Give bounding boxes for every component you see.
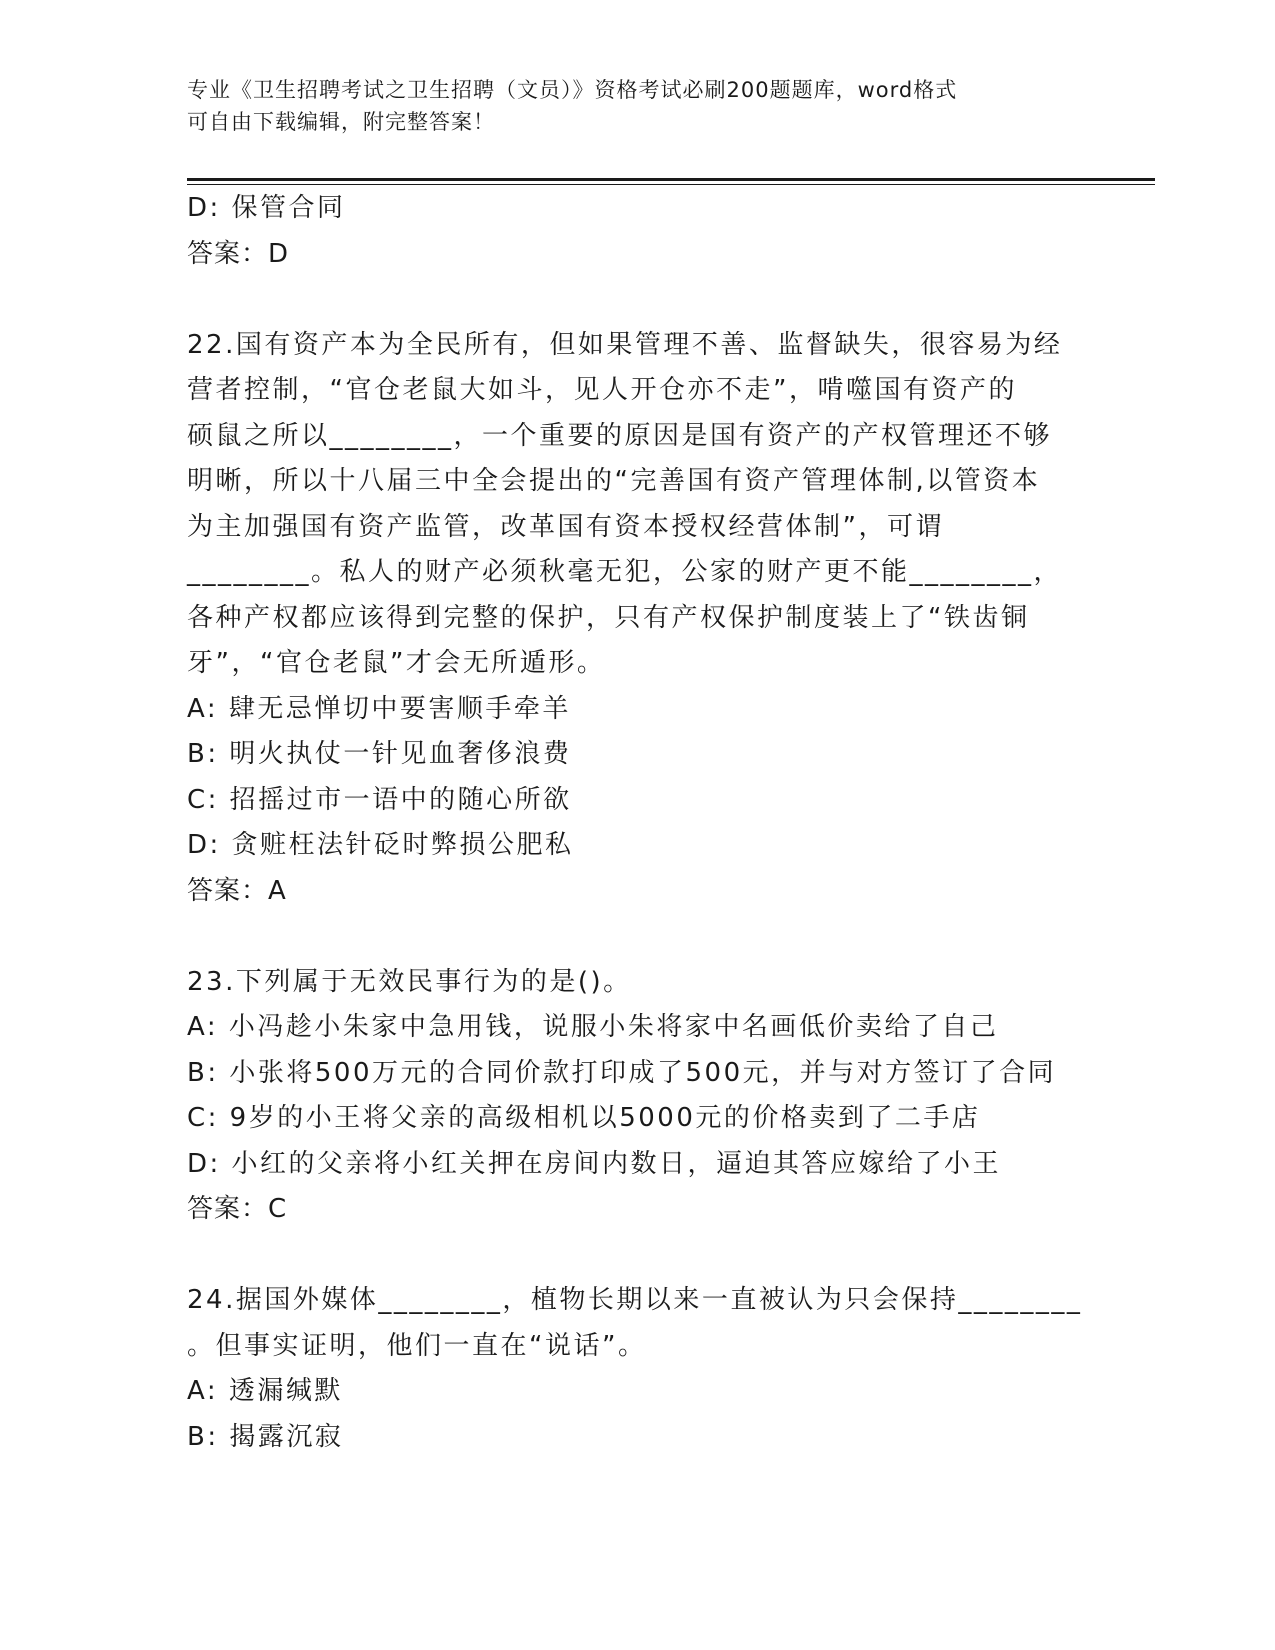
- option-d: D: 贪赃枉法针砭时弊损公肥私: [187, 830, 574, 860]
- option-c: C: 招摇过市一语中的随心所欲: [187, 784, 572, 815]
- header-rule-thick: [187, 178, 1155, 181]
- question-stem-line: ________。私人的财产必须秋毫无犯，公家的财产更不能________，: [187, 557, 1063, 587]
- option-b: B: 明火执仗一针见血奢侈浪费: [187, 739, 572, 769]
- option-c: C: 9岁的小王将父亲的高级相机以5000元的价格卖到了二手店: [187, 1103, 981, 1133]
- answer: 答案：C: [187, 1194, 288, 1224]
- answer: 答案：D: [187, 238, 290, 269]
- header-rule-thin: [187, 184, 1155, 185]
- question-stem-line: 。但事实证明，他们一直在“说话”。: [187, 1330, 647, 1361]
- option-d: D: 保管合同: [187, 193, 346, 223]
- question-23: [187, 960, 1087, 1233]
- option-b: B: 揭露沉寂: [187, 1421, 344, 1452]
- spacer: [187, 914, 1087, 960]
- question-stem-line: 24.据国外媒体________，植物长期以来一直被认为只会保持________: [187, 1285, 1083, 1315]
- page-header: [187, 74, 1067, 138]
- header-line-2: 可自由下载编辑，附完整答案！: [187, 110, 495, 134]
- question-stem-line: 明晰，所以十八届三中全会提出的“完善国有资产管理体制,以管资本: [187, 466, 1041, 496]
- question-stem-line: 23.下列属于无效民事行为的是()。: [187, 966, 632, 997]
- header-line-1: 专业《卫生招聘考试之卫生招聘（文员）》资格考试必刷200题题库，word格式: [187, 78, 958, 102]
- question-content: [187, 186, 1087, 1460]
- question-24: [187, 1278, 1087, 1460]
- question-22: [187, 323, 1087, 915]
- question-stem-line: 各种产权都应该得到完整的保护，只有产权保护制度装上了“铁齿铜: [187, 602, 1030, 633]
- question-stem-line: 硕鼠之所以________，一个重要的原因是国有资产的产权管理还不够: [187, 420, 1053, 451]
- spacer: [187, 277, 1087, 323]
- question-stem-line: 为主加强国有资产监管，改革国有资本授权经营体制”，可谓: [187, 511, 944, 542]
- option-d: D: 小红的父亲将小红关押在房间内数日，逼迫其答应嫁给了小王: [187, 1148, 1002, 1179]
- question-stem-line: 营者控制，“官仓老鼠大如斗，见人开仓亦不走”，啃噬国有资产的: [187, 375, 1017, 405]
- option-a: A: 肆无忌惮切中要害顺手牵羊: [187, 693, 571, 724]
- option-a: A: 小冯趁小朱家中急用钱，说服小朱将家中名画低价卖给了自己: [187, 1012, 999, 1042]
- option-a: A: 透漏缄默: [187, 1376, 343, 1406]
- spacer: [187, 1233, 1087, 1279]
- question-stem-line: 22.国有资产本为全民所有，但如果管理不善、监督缺失，很容易为经: [187, 329, 1063, 360]
- option-b: B: 小张将500万元的合同价款打印成了500元，并与对方签订了合同: [187, 1057, 1057, 1088]
- question-stem-line: 牙”，“官仓老鼠”才会无所遁形。: [187, 648, 606, 678]
- answer: 答案：A: [187, 875, 287, 906]
